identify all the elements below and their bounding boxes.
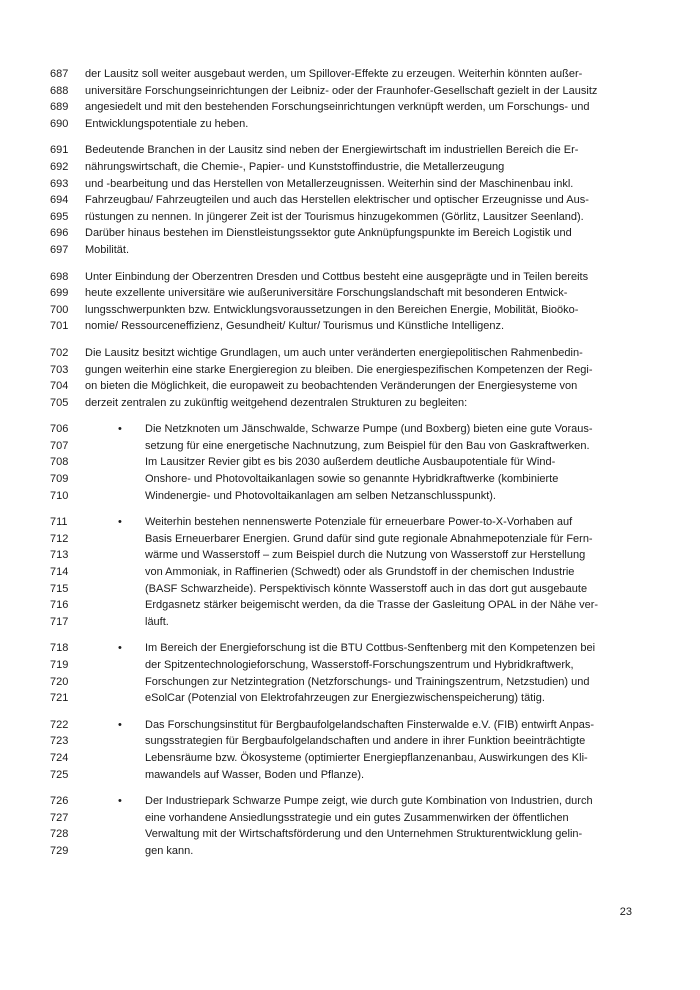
line-number: 725 bbox=[50, 768, 69, 781]
bullet-item bbox=[50, 514, 654, 630]
line-number: 698 bbox=[50, 270, 69, 283]
line-text bbox=[85, 421, 654, 438]
text-line bbox=[50, 826, 654, 843]
text-line bbox=[50, 83, 654, 100]
line-text bbox=[85, 640, 654, 657]
line-text: Entwicklungspotentiale zu heben. bbox=[85, 117, 249, 130]
text-line bbox=[50, 810, 654, 827]
text-line bbox=[50, 843, 654, 860]
line-text: Erdgasnetz stärker beigemischt werden, da die Trasse der Gasleitung OPAL in der Nähe ver- bbox=[145, 599, 599, 612]
text-line bbox=[50, 192, 654, 209]
line-text: der Lausitz soll weiter ausgebaut werden, um Spillover-Effekte zu erzeugen. Weiterhin könnten außer- bbox=[85, 68, 583, 80]
line-number: 690 bbox=[50, 117, 69, 130]
line-number: 697 bbox=[50, 243, 69, 256]
line-number: 703 bbox=[50, 363, 69, 376]
paragraph bbox=[50, 142, 654, 258]
page-number: 23 bbox=[619, 906, 632, 918]
line-text: eSolCar (Potenzial von Elektrofahrzeugen zur Energiezwischenspeicherung) tätig. bbox=[145, 692, 545, 705]
text-line bbox=[50, 421, 654, 438]
line-text bbox=[85, 514, 654, 531]
text-line bbox=[50, 99, 654, 116]
line-text: Bedeutende Branchen in der Lausitz sind neben der Energiewirtschaft im industriellen Bereich die Er- bbox=[85, 144, 579, 157]
bullet-icon: • bbox=[118, 642, 122, 655]
text-line bbox=[50, 242, 654, 259]
line-text: heute exzellente universitäre wie außeruniversitäre Forschungslandschaft mit besonderen Entwick- bbox=[85, 287, 568, 300]
line-text: mawandels auf Wasser, Boden und Pflanze). bbox=[145, 768, 365, 781]
line-text: von Ammoniak, in Raffinerien (Schwedt) oder als Grundstoff in der chemischen Industrie bbox=[145, 566, 575, 579]
text-line bbox=[50, 597, 654, 614]
line-text-content: Die Netzknoten um Jänschwalde, Schwarze Pumpe (und Boxberg) bieten eine gute Voraus- bbox=[145, 423, 593, 436]
text-line bbox=[50, 302, 654, 319]
line-text: läuft. bbox=[145, 615, 169, 628]
line-number: 687 bbox=[50, 68, 69, 80]
text-line bbox=[50, 547, 654, 564]
text-line bbox=[50, 640, 654, 657]
line-number: 705 bbox=[50, 396, 69, 409]
line-number: 709 bbox=[50, 473, 69, 486]
text-line bbox=[50, 66, 654, 83]
text-line bbox=[50, 564, 654, 581]
text-line bbox=[50, 750, 654, 767]
text-line bbox=[50, 733, 654, 750]
line-text: Unter Einbindung der Oberzentren Dresden und Cottbus besteht eine ausgeprägte und in Teilen bereits bbox=[85, 270, 589, 283]
line-number: 700 bbox=[50, 303, 69, 316]
paragraph bbox=[50, 269, 654, 335]
text-line bbox=[50, 378, 654, 395]
line-number: 695 bbox=[50, 210, 69, 223]
bullet-item bbox=[50, 717, 654, 783]
line-number: 724 bbox=[50, 751, 69, 764]
paragraph bbox=[50, 345, 654, 411]
line-number: 696 bbox=[50, 227, 69, 240]
bullet-icon: • bbox=[118, 795, 122, 808]
line-number: 704 bbox=[50, 380, 69, 393]
line-number: 694 bbox=[50, 194, 69, 207]
text-line bbox=[50, 657, 654, 674]
line-number: 707 bbox=[50, 439, 69, 452]
line-number: 714 bbox=[50, 566, 69, 579]
line-text: eine vorhandene Ansiedlungsstrategie und ein gutes Zusammenwirken der öffentlichen bbox=[145, 811, 569, 824]
text-line bbox=[50, 793, 654, 810]
line-text: nährungswirtschaft, die Chemie-, Papier- und Kunststoffindustrie, die Metallerzeugung bbox=[85, 160, 505, 173]
line-number: 691 bbox=[50, 144, 69, 157]
text-line bbox=[50, 471, 654, 488]
line-number: 716 bbox=[50, 599, 69, 612]
text-line bbox=[50, 488, 654, 505]
text-line bbox=[50, 159, 654, 176]
line-text: gen kann. bbox=[145, 844, 194, 857]
line-text: rüstungen zu nennen. In jüngerer Zeit ist der Tourismus hinzugekommen (Görlitz, Lausitzer Seenland). bbox=[85, 210, 584, 223]
line-text: sungsstrategien für Bergbaufolgelandschaften und andere in ihrer Funktion beeinträchtigte bbox=[145, 735, 586, 748]
line-number: 718 bbox=[50, 642, 69, 655]
bullet-item bbox=[50, 793, 654, 859]
line-number: 708 bbox=[50, 456, 69, 469]
line-text: Basis Erneuerbarer Energien. Grund dafür sind gute regionale Abnahmepotenziale für Fern- bbox=[145, 532, 593, 545]
bullet-icon: • bbox=[118, 516, 122, 529]
text-line bbox=[50, 514, 654, 531]
text-line bbox=[50, 614, 654, 631]
line-text: setzung für eine energetische Nachnutzung, zum Beispiel für den Bau von Gaskraftwerken. bbox=[145, 439, 590, 452]
line-text: Fahrzeugbau/ Fahrzeugteilen und auch das Herstellen elektrischer und optischer Erzeugnisse und Aus- bbox=[85, 194, 589, 207]
document-body bbox=[50, 66, 654, 870]
text-line bbox=[50, 116, 654, 133]
line-text: Im Lausitzer Revier gibt es bis 2030 außerdem deutliche Ausbaupotentiale für Wind- bbox=[145, 456, 556, 469]
line-text bbox=[85, 717, 654, 734]
line-text: nomie/ Ressourceneffizienz, Gesundheit/ Kultur/ Tourismus und Künstliche Intelligenz. bbox=[85, 320, 505, 333]
line-number: 723 bbox=[50, 735, 69, 748]
line-text: Onshore- und Photovoltaikanlagen sowie so genannte Hybridkraftwerke (kombinierte bbox=[145, 473, 559, 486]
text-line bbox=[50, 690, 654, 707]
line-number: 728 bbox=[50, 828, 69, 841]
text-line bbox=[50, 285, 654, 302]
line-number: 692 bbox=[50, 160, 69, 173]
paragraph bbox=[50, 66, 654, 132]
bullet-item bbox=[50, 421, 654, 504]
line-text: universitäre Forschungseinrichtungen der Leibniz- oder der Fraunhofer-Gesellschaft gezielt in der Lausitz bbox=[85, 84, 598, 97]
line-number: 713 bbox=[50, 549, 69, 562]
text-line bbox=[50, 674, 654, 691]
line-number: 712 bbox=[50, 532, 69, 545]
line-number: 729 bbox=[50, 844, 69, 857]
text-line bbox=[50, 395, 654, 412]
line-number: 710 bbox=[50, 489, 69, 502]
line-text: und -bearbeitung und das Herstellen von Metallerzeugnissen. Weiterhin sind der Maschinenbau inkl. bbox=[85, 177, 574, 190]
line-number: 706 bbox=[50, 423, 69, 436]
line-text-content: Der Industriepark Schwarze Pumpe zeigt, wie durch gute Kombination von Industrien, durch bbox=[145, 795, 593, 808]
line-text-content: Das Forschungsinstitut für Bergbaufolgelandschaften Finsterwalde e.V. (FIB) entwirft Anpas- bbox=[145, 718, 594, 731]
line-text: lungsschwerpunkten bzw. Entwicklungsvoraussetzungen in den Bereichen Energie, Mobilität, Bioöko- bbox=[85, 303, 579, 316]
line-text: Mobilität. bbox=[85, 243, 130, 256]
line-text: Lebensräume bzw. Ökosysteme (optimierter Energiepflanzenanbau, Auswirkungen des Kli- bbox=[145, 751, 588, 764]
line-number: 711 bbox=[50, 516, 68, 529]
text-line bbox=[50, 767, 654, 784]
line-number: 701 bbox=[50, 320, 69, 333]
text-line bbox=[50, 531, 654, 548]
text-line bbox=[50, 581, 654, 598]
line-text: Forschungen zur Netzintegration (Netzforschungs- und Trainingszentrum, Netzstudien) und bbox=[145, 675, 590, 688]
line-text: angesiedelt und mit den bestehenden Forschungseinrichtungen verknüpft werden, um Forschungs- und bbox=[85, 101, 590, 114]
line-number: 722 bbox=[50, 718, 69, 731]
text-line bbox=[50, 454, 654, 471]
text-line bbox=[50, 142, 654, 159]
line-text: der Spitzentechnologieforschung, Wasserstoff-Forschungszentrum und Hybridkraftwerk, bbox=[145, 659, 574, 671]
bullet-icon: • bbox=[118, 718, 122, 731]
text-line bbox=[50, 717, 654, 734]
text-line bbox=[50, 438, 654, 455]
line-number: 720 bbox=[50, 675, 69, 688]
line-text: Windenergie- und Photovoltaikanlagen am selben Netzanschlusspunkt). bbox=[145, 489, 496, 502]
text-line bbox=[50, 362, 654, 379]
line-number: 727 bbox=[50, 811, 69, 824]
line-number: 693 bbox=[50, 177, 69, 190]
line-number: 717 bbox=[50, 615, 69, 628]
line-number: 702 bbox=[50, 346, 69, 359]
line-number: 688 bbox=[50, 84, 69, 97]
line-number: 715 bbox=[50, 582, 69, 595]
line-text: derzeit zentralen zu zukünftig weitgehend dezentralen Strukturen zu begleiten: bbox=[85, 396, 468, 409]
line-number: 721 bbox=[50, 692, 69, 705]
bullet-item bbox=[50, 640, 654, 706]
text-line bbox=[50, 269, 654, 286]
line-text: on bieten die Möglichkeit, die europaweit zu beobachtenden Veränderungen der Energiesysteme von bbox=[85, 380, 578, 393]
line-text: gungen weiterhin eine starke Energieregion zu bleiben. Die energiespezifischen Kompetenzen der Regi- bbox=[85, 363, 593, 376]
line-text: Die Lausitz besitzt wichtige Grundlagen, um auch unter veränderten energiepolitischen Rahmenbedin- bbox=[85, 346, 583, 359]
line-text: Darüber hinaus bestehen im Dienstleistungssektor gute Anknüpfungspunkte im Bereich Logistik und bbox=[85, 227, 572, 240]
text-line bbox=[50, 318, 654, 335]
line-number: 726 bbox=[50, 795, 69, 808]
line-number: 699 bbox=[50, 287, 69, 300]
text-line bbox=[50, 225, 654, 242]
line-text-content: Weiterhin bestehen nennenswerte Potenziale für erneuerbare Power-to-X-Vorhaben auf bbox=[145, 516, 573, 529]
line-number: 719 bbox=[50, 659, 69, 671]
line-number: 689 bbox=[50, 101, 69, 114]
bullet-icon: • bbox=[118, 423, 122, 436]
line-text-content: Im Bereich der Energieforschung ist die BTU Cottbus-Senftenberg mit den Kompetenzen bei bbox=[145, 642, 596, 655]
text-line bbox=[50, 176, 654, 193]
line-text: (BASF Schwarzheide). Perspektivisch könnte Wasserstoff auch in das dort gut ausgebaute bbox=[145, 582, 588, 595]
line-text bbox=[85, 793, 654, 810]
line-text: Verwaltung mit der Wirtschaftsförderung und den Unternehmen Strukturentwicklung gelin- bbox=[145, 828, 583, 841]
text-line bbox=[50, 209, 654, 226]
text-line bbox=[50, 345, 654, 362]
line-text: wärme und Wasserstoff – zum Beispiel durch die Nutzung von Wasserstoff zur Herstellung bbox=[145, 549, 586, 562]
